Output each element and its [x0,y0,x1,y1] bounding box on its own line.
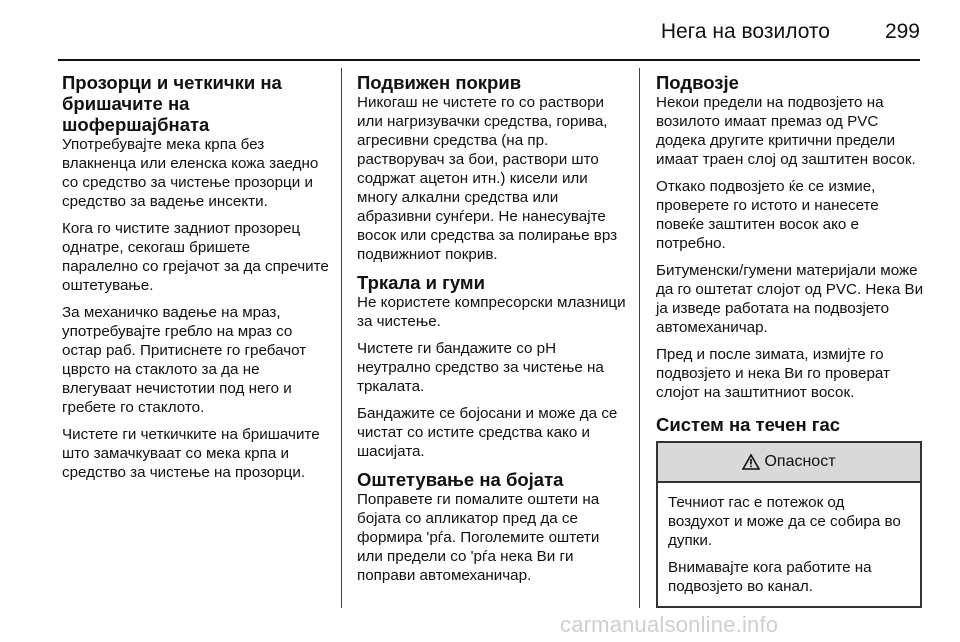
section-windows-wipers [62,72,330,482]
section-heading: Оштетување на бојата [357,469,564,490]
paragraph: Бандажите се бојосани и може да се чистат со истите средства како и шасијата. [357,405,618,460]
warning-box [656,441,922,608]
column-3 [656,68,924,616]
warning-header [658,443,920,483]
column-divider-1 [341,68,342,608]
warning-title: Опасност [764,453,836,470]
header-rule [58,59,920,61]
paragraph: Чистете ги бандажите со pH неутрално средство за чистење на тркалата. [357,340,604,395]
section-underbody [656,72,924,402]
paragraph: Не користете компресорски млазници за чистење. [357,294,626,330]
watermark: carmanualsonline.info [560,612,779,637]
page-header [0,0,960,62]
section-heading: Тркала и гуми [357,272,485,293]
column-2 [357,68,629,593]
page-number: 299 [884,20,920,43]
paragraph: Чистете ги четкичките на бришачите што замачкуваат со мека крпа и средство за чистење на прозорци. [62,426,320,481]
section-heading: Подвижен покрив [357,72,522,93]
paragraph: Внимавајте кога работите на подвозјето во канал. [668,559,872,595]
warning-triangle-icon [742,454,760,470]
paragraph: Некои предели на подвозјето на возилото имаат премаз од PVC додека другите критични предели имаат траен слој од заштитен восок. [656,94,916,168]
section-wheels-tyres [357,272,629,461]
paragraph: За механичко вадење на мраз, употребувајте гребло на мраз со остар раб. Притиснете го гребачот цврсто на стаклото за да не влегуваат нечистотии под него и гребете го стаклото. [62,304,307,416]
chapter-title: Нега на возилото [660,20,830,43]
paragraph: Откако подвозјето ќе се измие, проверете го истото и нанесете повеќе заштитен восок ако е потребно. [656,178,879,252]
section-lpg-system [656,414,924,608]
column-divider-2 [639,68,640,608]
section-heading: Прозорци и четкички на бришачите на шофершајбната [62,72,282,135]
section-paint-damage [357,469,629,585]
section-heading: Систем на течен гас [656,414,841,435]
paragraph: Течниот гас е потежок од воздухот и може да се собира во дупки. [668,494,901,549]
section-heading: Подвозје [656,72,739,93]
paragraph: Битуменски/гумени материјали може да го оштетат слојот од PVC. Нека Ви ја изведе работата на подвозјето автомеханичар. [656,262,924,336]
paragraph: Поправете ги помалите оштети на бојата со апликатор пред да се формира 'рѓа. Поголемите оштети или предели со 'рѓа нека Ви ги поправи автомеханичар. [357,491,600,584]
column-1 [62,68,330,490]
paragraph: Пред и после зимата, измијте го подвозјето и нека Ви го проверат слојот на заштитниот восок. [656,346,890,401]
warning-body [658,483,920,606]
paragraph: Никогаш не чистете го со раствори или нагризувачки средства, горива, агресивни средства (на пр. растворувач за бои, раствори што содржат ацетон итн.) кисели или многу алкални средства или абразивни сунѓери. Не нанесувајте восок или средства за полирање врз подвижниот покрив. [357,94,618,263]
paragraph: Употребувајте мека крпа без влакненца или еленска кожа заедно со средство за чистење прозорци и средство за вадење инсекти. [62,136,319,210]
section-sunroof [357,72,629,264]
paragraph: Кога го чистите задниот прозорец однатре, секогаш бришете паралелно со грејачот за да спречите оштетување. [62,220,329,294]
